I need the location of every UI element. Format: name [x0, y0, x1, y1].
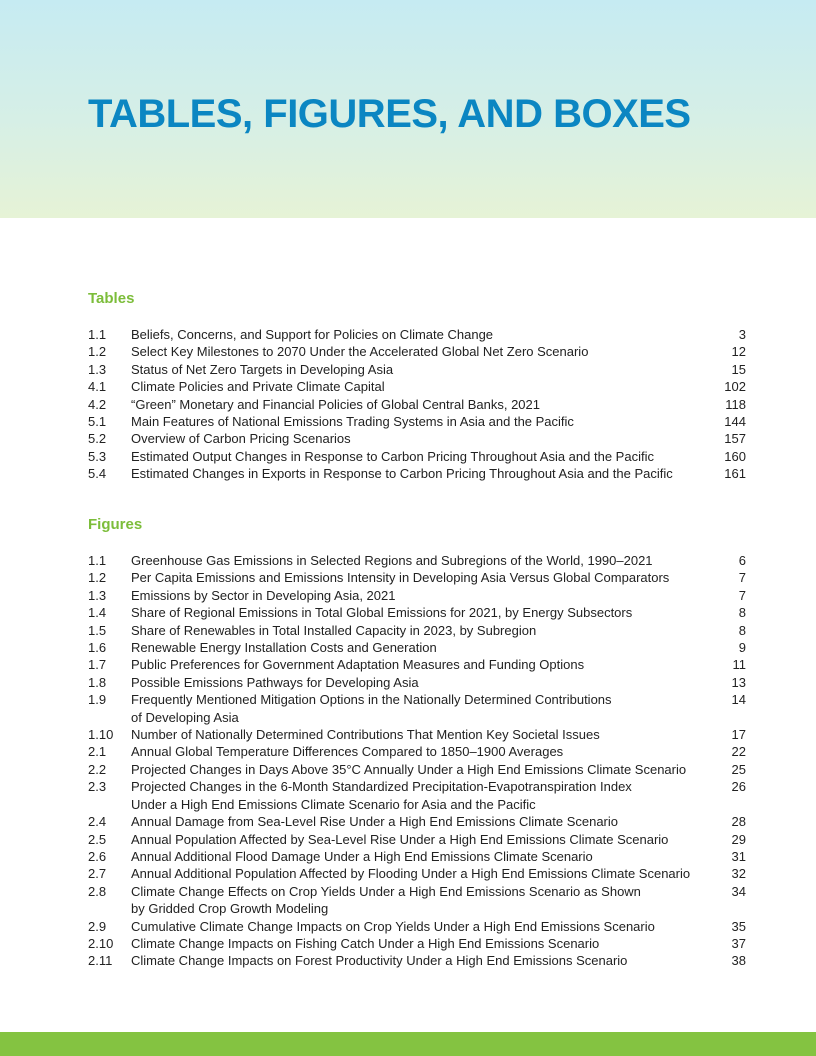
- table-entry[interactable]: [88, 430, 746, 447]
- figure-entry-number: 2.2: [88, 761, 107, 777]
- figure-entry-number: 1.8: [88, 674, 107, 690]
- figure-entry-title: Frequently Mentioned Mitigation Options in the Nationally Determined Contributions of Developing Asia: [131, 692, 612, 725]
- figure-entry-title: Share of Regional Emissions in Total Global Emissions for 2021, by Energy Subsectors: [131, 605, 633, 621]
- figure-entry-title: Annual Global Temperature Differences Compared to 1850–1900 Averages: [131, 744, 564, 760]
- figure-entry-title: Projected Changes in the 6-Month Standardized Precipitation-Evapotranspiration Index Under a High End Emissions Climate Scenario for Asia and the Pacific: [131, 779, 632, 812]
- figure-entry-title: Projected Changes in Days Above 35°C Annually Under a High End Emissions Climate Scenario: [131, 761, 687, 777]
- figure-entry-page-number: 13: [731, 674, 746, 690]
- figure-entry[interactable]: [88, 569, 746, 586]
- figure-entry-page-number: 31: [731, 848, 746, 864]
- figure-entry[interactable]: [88, 848, 746, 865]
- table-entry[interactable]: [88, 413, 746, 430]
- figure-entry-number: 2.9: [88, 918, 107, 934]
- figure-entry[interactable]: [88, 952, 746, 969]
- figure-entry-title: Share of Renewables in Total Installed Capacity in 2023, by Subregion: [131, 622, 537, 638]
- figure-entry-title: Per Capita Emissions and Emissions Intensity in Developing Asia Versus Global Comparators: [131, 570, 670, 586]
- table-entry-page-number: 157: [724, 431, 746, 447]
- table-entry-number: 4.1: [88, 379, 107, 395]
- figure-entry[interactable]: [88, 778, 746, 813]
- table-entry-title: Status of Net Zero Targets in Developing Asia: [131, 361, 394, 377]
- figure-entry-title: Greenhouse Gas Emissions in Selected Regions and Subregions of the World, 1990–2021: [131, 553, 653, 568]
- figure-entry[interactable]: [88, 743, 746, 760]
- figure-entry[interactable]: [88, 604, 746, 621]
- figure-entry-page-number: 28: [731, 814, 746, 830]
- figure-entry-title: Number of Nationally Determined Contributions That Mention Key Societal Issues: [131, 727, 600, 743]
- table-entry-page-number: 3: [738, 327, 746, 342]
- table-entry[interactable]: [88, 361, 746, 378]
- table-entry[interactable]: [88, 326, 746, 343]
- figure-entry-page-number: 9: [738, 640, 746, 656]
- table-entry-title: “Green” Monetary and Financial Policies of Global Central Banks, 2021: [131, 396, 540, 412]
- figure-entry[interactable]: [88, 587, 746, 604]
- figure-entry-number: 2.5: [88, 831, 107, 847]
- figure-entry-page-number: 38: [731, 953, 746, 969]
- figure-entry-number: 1.5: [88, 622, 107, 638]
- figure-entry-title: Climate Change Effects on Crop Yields Under a High End Emissions Scenario as Shown by Gridded Crop Growth Modeling: [131, 883, 641, 917]
- table-entry-page-number: 118: [725, 396, 746, 412]
- figure-entry-number: 1.4: [88, 605, 107, 621]
- figure-entry[interactable]: [88, 622, 746, 639]
- table-entry-number: 1.3: [88, 361, 107, 377]
- table-entry-title: Climate Policies and Private Climate Capital: [131, 379, 385, 395]
- figure-entry-page-number: 11: [732, 657, 746, 673]
- figure-entry-page-number: 8: [738, 605, 746, 621]
- table-entry-page-number: 160: [724, 448, 746, 464]
- figure-entry[interactable]: [88, 639, 746, 656]
- tables-heading: Tables: [88, 290, 135, 307]
- figure-entry-page-number: 37: [731, 935, 746, 951]
- figure-entry-number: 1.2: [88, 570, 107, 586]
- table-entry-number: 5.4: [88, 466, 107, 482]
- figure-entry-number: 2.4: [88, 814, 107, 830]
- figure-entry-number: 1.7: [88, 657, 107, 673]
- figure-entry-page-number: 35: [731, 918, 746, 934]
- figure-entry-number: 2.6: [88, 848, 107, 864]
- figure-entry[interactable]: [88, 883, 746, 918]
- table-entry-page-number: 161: [724, 466, 746, 482]
- figure-entry-page-number: 26: [731, 779, 746, 795]
- figure-entry[interactable]: [88, 918, 746, 935]
- figure-entry[interactable]: [88, 761, 746, 778]
- page-title: TABLES, FIGURES, AND BOXES: [88, 92, 691, 136]
- figure-entry-page-number: 14: [731, 692, 746, 708]
- table-entry-title: Select Key Milestones to 2070 Under the Accelerated Global Net Zero Scenario: [131, 344, 589, 360]
- figure-entry-page-number: 32: [731, 866, 746, 882]
- table-entry-number: 1.1: [88, 327, 107, 342]
- figure-entry-number: 2.3: [88, 779, 107, 795]
- figures-section: [88, 515, 746, 970]
- figure-entry-title: Annual Population Affected by Sea-Level Rise Under a High End Emissions Climate Scenario: [131, 831, 669, 847]
- figure-entry[interactable]: [88, 674, 746, 691]
- figure-entry-title: Renewable Energy Installation Costs and Generation: [131, 640, 437, 656]
- table-entry-title: Estimated Changes in Exports in Response to Carbon Pricing Throughout Asia and the Pacific: [131, 466, 673, 482]
- figure-entry-page-number: 22: [731, 744, 746, 760]
- figure-entry-title: Cumulative Climate Change Impacts on Crop Yields Under a High End Emissions Scenario: [131, 918, 655, 934]
- tables-section: [88, 289, 746, 483]
- table-entry[interactable]: [88, 378, 746, 395]
- table-entry-title: Estimated Output Changes in Response to Carbon Pricing Throughout Asia and the Pacific: [131, 448, 654, 464]
- table-entry-number: 5.3: [88, 448, 107, 464]
- figure-entry-number: 1.3: [88, 587, 107, 603]
- figure-entry-number: 2.1: [88, 744, 107, 760]
- figure-entry-number: 1.1: [88, 553, 107, 568]
- figure-entry[interactable]: [88, 726, 746, 743]
- figure-entry-title: Emissions by Sector in Developing Asia, 2021: [131, 587, 396, 603]
- figure-entry-number: 2.7: [88, 866, 107, 882]
- figure-entry-page-number: 17: [731, 727, 746, 743]
- table-entry-number: 5.1: [88, 414, 107, 430]
- figure-entry[interactable]: [88, 831, 746, 848]
- figure-entry-title: Annual Additional Population Affected by Flooding Under a High End Emissions Climate Scenario: [131, 866, 691, 882]
- tables-list: [88, 326, 746, 483]
- figure-entry-number: 2.8: [88, 883, 107, 899]
- figure-entry[interactable]: [88, 813, 746, 830]
- footer-band: [0, 1032, 816, 1056]
- table-entry-page-number: 144: [724, 414, 746, 430]
- figure-entry-title: Climate Change Impacts on Fishing Catch Under a High End Emissions Scenario: [131, 935, 600, 951]
- figure-entry-page-number: 34: [731, 883, 746, 899]
- table-entry-title: Beliefs, Concerns, and Support for Policies on Climate Change: [131, 327, 494, 342]
- table-entry-title: Overview of Carbon Pricing Scenarios: [131, 431, 351, 447]
- table-entry-page-number: 12: [731, 344, 746, 360]
- table-entry-number: 5.2: [88, 431, 107, 447]
- figure-entry-title: Public Preferences for Government Adaptation Measures and Funding Options: [131, 657, 585, 673]
- table-entry-number: 4.2: [88, 396, 107, 412]
- figure-entry-number: 2.10: [88, 935, 114, 951]
- table-entry[interactable]: [88, 448, 746, 465]
- figure-entry-page-number: 29: [731, 831, 746, 847]
- figure-entry[interactable]: [88, 691, 746, 726]
- figure-entry-title: Annual Damage from Sea-Level Rise Under a High End Emissions Climate Scenario: [131, 814, 619, 830]
- table-entry-number: 1.2: [88, 344, 107, 360]
- figure-entry-page-number: 7: [738, 570, 746, 586]
- figure-entry-page-number: 7: [738, 587, 746, 603]
- figure-entry-number: 1.10: [88, 727, 114, 743]
- figure-entry-number: 2.11: [88, 953, 113, 969]
- table-entry[interactable]: [88, 396, 746, 413]
- table-entry[interactable]: [88, 343, 746, 360]
- figure-entry-title: Annual Additional Flood Damage Under a High End Emissions Climate Scenario: [131, 848, 593, 864]
- table-entry-title: Main Features of National Emissions Trading Systems in Asia and the Pacific: [131, 414, 574, 430]
- figure-entry-title: Possible Emissions Pathways for Developing Asia: [131, 674, 419, 690]
- table-entry-page-number: 15: [731, 361, 746, 377]
- figure-entry[interactable]: [88, 935, 746, 952]
- figure-entry[interactable]: [88, 656, 746, 673]
- figure-entry[interactable]: [88, 865, 746, 882]
- figures-list: [88, 552, 746, 970]
- figure-entry-number: 1.9: [88, 692, 107, 708]
- figure-entry-number: 1.6: [88, 640, 107, 656]
- figure-entry[interactable]: [88, 552, 746, 569]
- table-entry-page-number: 102: [724, 379, 746, 395]
- figures-heading: Figures: [88, 516, 143, 533]
- figure-entry-page-number: 25: [731, 761, 746, 777]
- figure-entry-page-number: 8: [738, 622, 746, 638]
- figure-entry-title: Climate Change Impacts on Forest Productivity Under a High End Emissions Scenario: [131, 953, 628, 969]
- table-entry[interactable]: [88, 465, 746, 482]
- figure-entry-page-number: 6: [738, 553, 746, 568]
